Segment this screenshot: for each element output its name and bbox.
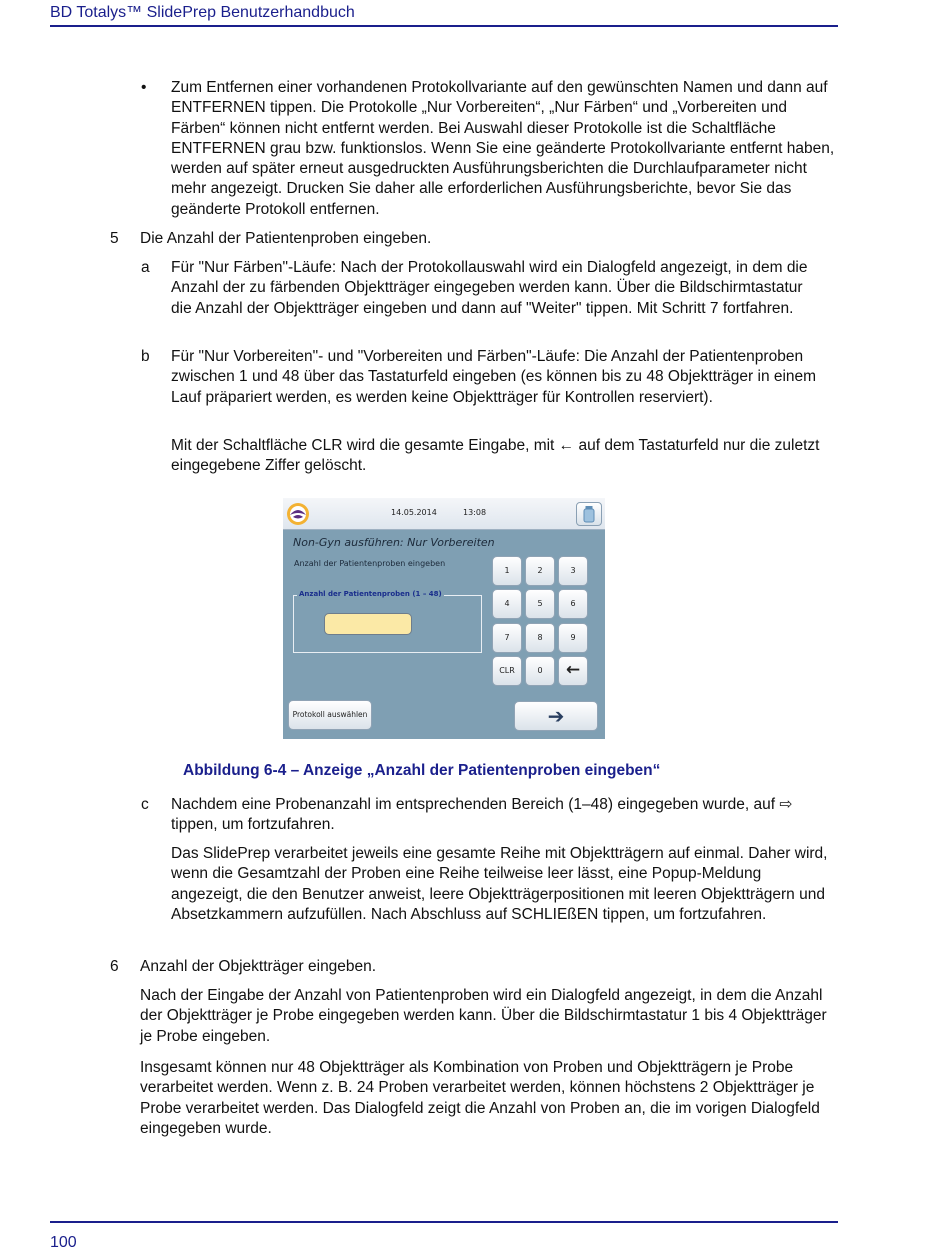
step-6-number: 6: [110, 958, 119, 975]
device-screenshot: [283, 498, 605, 739]
page-number: 100: [50, 1234, 77, 1251]
status-time: 13:08: [463, 508, 487, 517]
step-5c-note: Das SlidePrep verarbeitet jeweils eine gesamte Reihe mit Objektträgern auf einmal. Daher wird, wenn die Gesamtzahl der Proben eine Reihe teilweise leer lässt, eine Popup-Meldung angezeigt, die den Benutzer anweist, leere Objektträgerpositionen mit leeren Objektträgern und Absetzkammern aufzufüllen. Nach Abschluss auf SCHLIEßEN tippen, um fortzufahren.: [171, 845, 828, 923]
key-4[interactable]: 4: [492, 589, 522, 619]
sample-count-input[interactable]: [324, 613, 412, 635]
bullet-marker: •: [141, 79, 147, 96]
step-5c-letter: c: [141, 796, 149, 813]
key-backspace[interactable]: [558, 656, 588, 686]
key-2[interactable]: 2: [525, 556, 555, 586]
key-clr[interactable]: CLR: [492, 656, 522, 686]
step-5b-text: Für "Nur Vorbereiten"- und "Vorbereiten und Färben"-Läufe: Die Anzahl der Patientenproben zwischen 1 und 48 über das Tastaturfeld eingeben (es können bis zu 48 Objektträger in einem Lauf präpariert werden, es werden keine Objektträger für Kontrollen reserviert).: [171, 348, 817, 406]
screen-title: Non-Gyn ausführen: Nur Vorbereiten: [293, 536, 495, 549]
right-arrow-icon: ➔: [547, 704, 565, 728]
key-1[interactable]: 1: [492, 556, 522, 586]
status-date: 14.05.2014: [391, 508, 437, 517]
step-5a-text: Für "Nur Färben"-Läufe: Nach der Protokollauswahl wird ein Dialogfeld angezeigt, in dem die Anzahl der zu färbenden Objektträger eingegeben werden kann. Über die Bildschirmtastatur die Anzahl der Objektträger eingeben und dann auf "Weiter" tippen. Mit Schritt 7 fortfahren.: [171, 259, 808, 317]
footer-rule: [50, 1221, 838, 1223]
next-button[interactable]: [514, 701, 598, 731]
bullet-paragraph: Zum Entfernen einer vorhandenen Protokollvariante auf den gewünschten Namen und dann auf ENTFERNEN tippen. Die Protokolle „Nur Vorbereiten“, „Nur Färben“ und „Vorbereiten und Färben“ können nicht entfernt werden. Bei Auswahl dieser Protokolle ist die Schaltfläche ENTFERNEN grau bzw. funktionslos. Wenn Sie eine geänderte Protokollvariante entfernt haben, werden auf später erneut ausgedruckten Ausführungsberichten die Durchlaufparameter nicht mehr angezeigt. Drucken Sie daher alle erforderlichen Ausführungsberichte, bevor Sie das geänderte Protokoll entfernen.: [171, 79, 835, 218]
sample-count-label: Anzahl der Patientenproben (1 – 48): [299, 590, 442, 598]
step-5b-letter: b: [141, 348, 150, 365]
select-protocol-button[interactable]: Protokoll auswählen: [288, 700, 372, 730]
key-7[interactable]: 7: [492, 623, 522, 653]
status-bar: [283, 498, 605, 530]
step-6-paragraph-1: Nach der Eingabe der Anzahl von Patientenproben wird ein Dialogfeld angezeigt, in dem die Anzahl der Objektträger je Probe eingegeben werden kann. Über die Bildschirmtastatur 1 bis 4 Objektträger je Probe eingeben.: [140, 987, 827, 1045]
key-3[interactable]: 3: [558, 556, 588, 586]
key-5[interactable]: 5: [525, 589, 555, 619]
key-6[interactable]: 6: [558, 589, 588, 619]
step-5a-letter: a: [141, 259, 150, 276]
screen-prompt: Anzahl der Patientenproben eingeben: [294, 559, 446, 568]
header-rule: [50, 25, 838, 27]
step-5-number: 5: [110, 230, 119, 247]
bottle-icon: [577, 503, 601, 525]
bd-logo-icon: [286, 502, 310, 526]
key-9[interactable]: 9: [558, 623, 588, 653]
key-0[interactable]: 0: [525, 656, 555, 686]
step-5b-note: Mit der Schaltfläche CLR wird die gesamte Eingabe, mit ← auf dem Tastaturfeld nur die zuletzt eingegebene Ziffer gelöscht.: [171, 437, 820, 475]
step-5c-text: Nachdem eine Probenanzahl im entsprechenden Bereich (1–48) eingegeben wurde, auf ⇨ tippen, um fortzufahren.: [171, 796, 793, 834]
figure-caption: Abbildung 6-4 – Anzeige „Anzahl der Patientenproben eingeben“: [183, 762, 661, 779]
step-6-paragraph-2: Insgesamt können nur 48 Objektträger als Kombination von Proben und Objektträgern je Probe verarbeitet werden. Wenn z. B. 24 Proben verarbeitet werden, können höchstens 2 Objektträger je Probe verarbeitet werden. Das Dialogfeld zeigt die Anzahl von Proben an, die im vorigen Dialogfeld eingegeben wurde.: [140, 1059, 820, 1137]
step-6-text: Anzahl der Objektträger eingeben.: [140, 958, 377, 975]
reagent-button[interactable]: [576, 502, 602, 526]
step-5-text: Die Anzahl der Patientenproben eingeben.: [140, 230, 432, 247]
key-8[interactable]: 8: [525, 623, 555, 653]
left-arrow-icon: ←: [565, 660, 581, 680]
running-header: BD Totalys™ SlidePrep Benutzerhandbuch: [50, 4, 355, 21]
